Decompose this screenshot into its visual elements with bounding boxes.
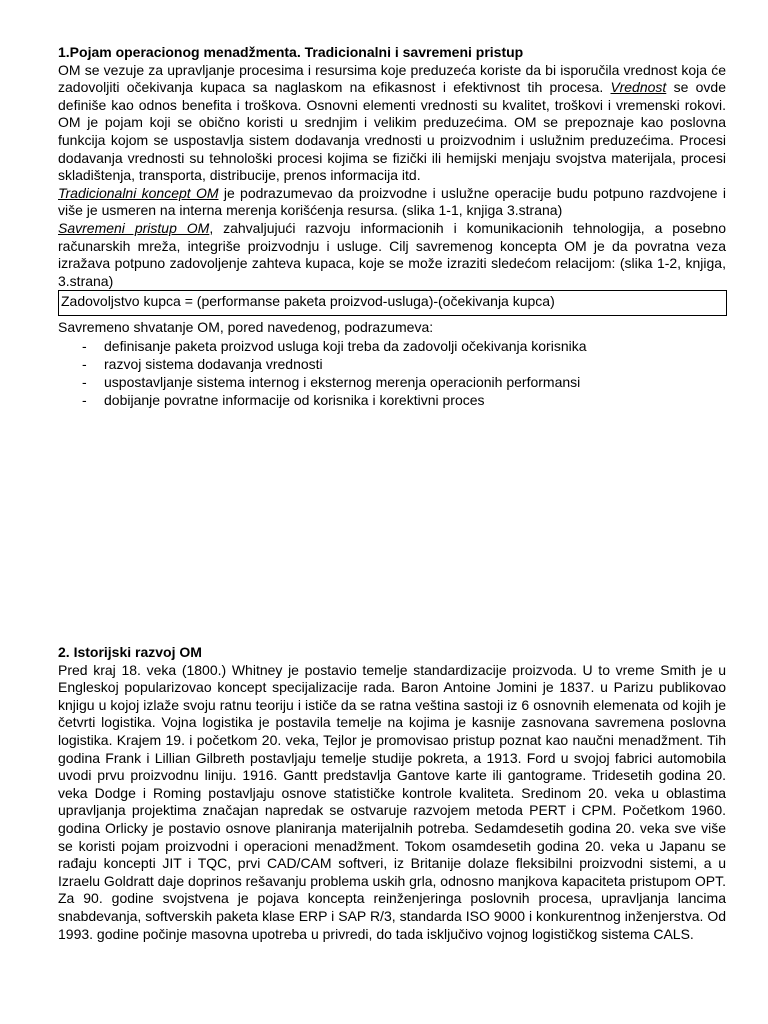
list-item: - razvoj sistema dodavanja vrednosti [82,355,323,372]
section-2 [58,644,726,943]
dash-marker: - [82,355,87,372]
list-item: - definisanje paketa proizvod usluga koji treba da zadovolji očekivanja korisnika [82,337,587,354]
paragraph-traditional-concept: Tradicionalni koncept OM je podrazumevao da proizvodne i uslužne operacije budu potpuno razdvojene i više je usmeren na interna merenja korišćenja resursa. (slika 1-1, knjiga 3.strana) [58,184,726,219]
paragraph-history: Pred kraj 18. veka (1800.) Whitney je postavio temelje standardizacije proizvoda. U to vreme Smith je u Engleskoj popularizovao koncept specijalizacije rada. Baron Antoine Jomini je 1837. u Parizu publikovao knjigu u kojoj izlaže svoju ratnu teoriju i ističe da se ratna veština sastoji iz 6 osnovnih elemenata od kojih je četvrti logistika. Vojna logistika je postavila temelje na kojima je kasnije zasnovana savremena poslovna logistika. Krajem 19. i početkom 20. veka, Tejlor je promovisao pristup poznat kao naučni menadžment. Tih godina Frank i Lillian Gilbreth postavljaju temelje studije pokreta, a 1913. Ford u svojoj fabrici automobila uvodi prvu proizvodnu liniju. 1916. Gantt predstavlja Gantove karte ili gantograme. Tridesetih godina 20. veka Dodge i Roming postavljaju osnove statističke kontrole kvaliteta. Sredinom 20. veka u oblastima upravljanja projektima značajan napredak se ostvaruje razvojem metoda PERT i CPM. Početkom 1960. godina Orlicky je postavio osnove planiranja materijalnih potreba. Sedamdesetih godina 20. veka sve više se koristi pojam proizvodni i operacioni menadžment. Tokom osamdesetih godina 20. veka u Japanu se rađaju koncepti JIT i TQC, prvi CAD/CAM softveri, iz Britanije dolaze fleksibilni proizvodni sistemi, a u Izraelu Goldratt daje doprinos rešavanju problema uskih grla, odnosno manjkova kapaciteta pristupom OPT. Za 90. godine svojstvena je pojava koncepta reinženjeringa poslovnih procesa, upravljanja lancima snabdevanja, softverskih paketa klase ERP i SAP R/3, standarda ISO 9000 i konkurentnog inženjerstva. Od 1993. godine počinje masovna upotreba u privredi, do tada isključivo vojnog logističkog sistema CALS. [58,661,726,942]
list-item: - uspostavljanje sistema internog i eksternog merenja operacionih performansi [82,373,581,390]
dash-marker: - [82,373,87,390]
section-1-heading: 1.Pojam operacionog menadžmenta. Tradicionalni i savremeni pristup [58,44,524,60]
term-modern-approach: Savremeni pristup OM [58,219,210,236]
term-vrednost: Vrednost [610,79,667,96]
dash-marker: - [82,337,87,354]
formula-box: Zadovoljstvo kupca = (performanse paketa proizvod-usluga)-(očekivanja kupca) [58,290,727,316]
dash-marker: - [82,391,87,408]
paragraph-om-definition: OM se vezuje za upravljanje procesima i resursima koje preduzeća koriste da bi isporučila vrednost koja će zadovoljiti očekivanja kupaca sa naglaskom na efikasnost i efektivnost tih procesa. Vrednost se ovde definiše kao odnos benefita i troškova. Osnovni elementi vrednosti su kvalitet, troškovi i vremenski rokovi. OM je pojam koji se obično koristi u srednjim i velikim preduzećima. OM se prepoznaje kao poslovna funkcija kojom se uspostavlja sistem dodavanja vrednosti u proizvodnim i uslužnim preduzećima. Procesi dodavanja vrednosti su tehnološki procesi kojima se fizički ili hemijski menjaju svojstva materijala, procesi skladištenja, transporta, distribucije, prenos informacija itd. [58,61,726,184]
list-intro: Savremeno shvatanje OM, pored navedenog, podrazumeva: [58,319,434,336]
term-traditional-concept: Tradicionalni koncept OM [58,184,219,201]
paragraph-modern-approach: Savremeni pristup OM, zahvaljujući razvoju informacionih i komunikacionih tehnologija, a posebno računarskih mreža, integriše proizvodnju i usluge. Cilj savremenog koncepta OM je da povratna veza izražava potpuno zadovoljenje zahteva kupaca, koje se može izraziti sledećom relacijom: (slika 1-2, knjiga, 3.strana) [58,219,726,289]
section-1 [58,44,726,409]
section-2-heading: 2. Istorijski razvoj OM [58,644,202,660]
modern-om-list [58,337,726,409]
list-item: - dobijanje povratne informacije od korisnika i korektivni proces [82,391,485,408]
